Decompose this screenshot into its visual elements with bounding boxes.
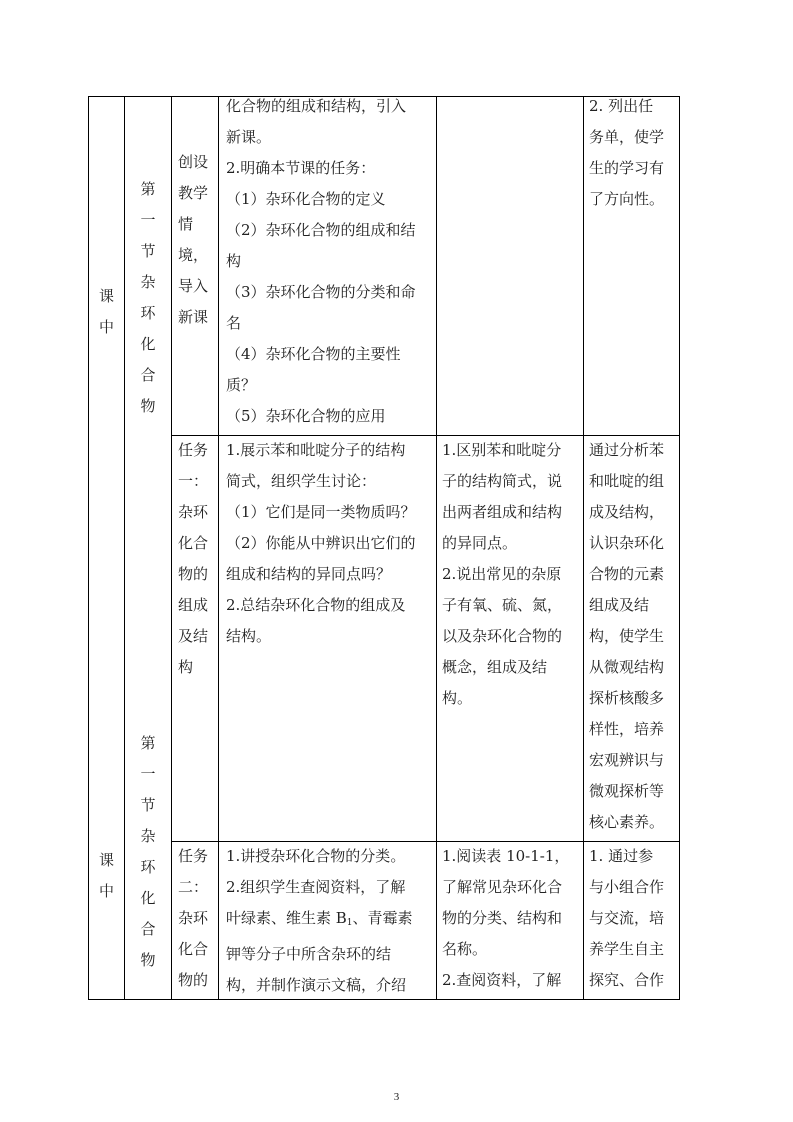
text-line: 组成 xyxy=(178,596,209,614)
subscript: 1 xyxy=(346,918,353,928)
design-intent-cell-1 xyxy=(589,91,679,215)
text-line: 杂环 xyxy=(178,909,209,927)
text-line: 探析核酸多 xyxy=(589,689,665,707)
section-title: 第一节杂环化合物 xyxy=(140,180,156,415)
text-line: 构，并制作演示文稿，介绍 xyxy=(226,976,407,994)
text-line: 构。 xyxy=(442,689,473,707)
page-number: 3 xyxy=(393,1091,400,1103)
text-line: 样性，培养 xyxy=(589,720,665,738)
text-line: 生的学习有 xyxy=(589,159,665,177)
text-line: 出两者组成和结构 xyxy=(442,503,563,521)
text-line: （4）杂环化合物的主要性 xyxy=(226,345,401,363)
text-line: 与交流，培 xyxy=(589,909,665,927)
text-line: 情 xyxy=(178,215,194,233)
stage-cell-1 xyxy=(89,281,124,343)
text-line: 构 xyxy=(178,658,194,676)
text-line: 杂环 xyxy=(178,503,209,521)
text-line: 与小组合作 xyxy=(589,878,665,896)
text-line: 2.总结杂环化合物的组成及 xyxy=(226,596,406,614)
vitamin-tail: 、青霉素 xyxy=(352,909,413,927)
lesson-plan-table xyxy=(88,96,680,1000)
text-line: 子有氧、硫、氮， xyxy=(442,596,563,614)
text-line: 构，使学生 xyxy=(589,627,665,645)
text-line: 二： xyxy=(178,878,209,896)
text-line: 组成和结构的异同点吗？ xyxy=(226,565,392,583)
section-title: 第一节杂环化合物 xyxy=(140,734,156,969)
design-intent-cell-2 xyxy=(589,435,679,838)
design-intent-cell-3 xyxy=(589,841,679,996)
text-line: 任务 xyxy=(178,441,209,459)
text-line: （1）杂环化合物的定义 xyxy=(226,190,386,208)
text-line: 和吡啶的组 xyxy=(589,472,665,490)
text-line: 化合 xyxy=(178,940,209,958)
text-line: 化合 xyxy=(178,534,209,552)
text-line: 务单，使学 xyxy=(589,128,665,146)
text-line: 境， xyxy=(178,246,209,264)
text-line xyxy=(226,903,436,939)
text-line: 1.讲授杂环化合物的分类。 xyxy=(226,847,406,865)
text-line: 任务 xyxy=(178,847,209,865)
text-line: 1.阅读表 10-1-1， xyxy=(442,847,570,865)
text-line: 导入 xyxy=(178,277,209,295)
text-line: 质？ xyxy=(226,376,257,394)
stage-char: 课中 xyxy=(99,287,115,336)
text-line: （1）它们是同一类物质吗？ xyxy=(226,503,416,521)
text-line: 认识杂环化 xyxy=(589,534,665,552)
teacher-activity-cell-2 xyxy=(226,435,436,652)
text-line: （5）杂环化合物的应用 xyxy=(226,407,386,425)
text-line: 化合物的组成和结构，引入 xyxy=(226,97,407,115)
text-line: 创设 xyxy=(178,153,209,171)
text-line: （3）杂环化合物的分类和命 xyxy=(226,283,416,301)
text-line: 了解常见杂环化合 xyxy=(442,878,563,896)
text-line: 物的 xyxy=(178,971,209,989)
text-line: 宏观辨识与 xyxy=(589,751,665,769)
section-cell-3 xyxy=(125,728,171,976)
step-cell-1 xyxy=(178,147,218,333)
text-line: 及结 xyxy=(178,627,209,645)
text-line: 核心素养。 xyxy=(589,813,665,831)
text-line: 2. 列出任 xyxy=(589,97,654,115)
text-line: 的异同点。 xyxy=(442,534,518,552)
text-line: 子的结构简式，说 xyxy=(442,472,563,490)
text-line: 探究、合作 xyxy=(589,971,665,989)
text-line: 新课。 xyxy=(226,128,272,146)
text-line: 成及结构， xyxy=(589,503,665,521)
text-line: 钾等分子中所含杂环的结 xyxy=(226,945,392,963)
text-line: 组成及结 xyxy=(589,596,650,614)
step-cell-3 xyxy=(178,841,218,996)
text-line: 概念，组成及结 xyxy=(442,658,548,676)
section-cell-1 xyxy=(125,174,171,422)
text-line: 养学生自主 xyxy=(589,940,665,958)
text-line: 结构。 xyxy=(226,627,272,645)
text-line: 物的 xyxy=(178,565,209,583)
text-line: 了方向性。 xyxy=(589,190,665,208)
student-activity-cell-3 xyxy=(442,841,582,996)
text-line: 合物的元素 xyxy=(589,565,665,583)
text-line: 简式，组织学生讨论： xyxy=(226,472,377,490)
text-line: 1.展示苯和吡啶分子的结构 xyxy=(226,441,406,459)
text-line: 物的分类、结构和 xyxy=(442,909,563,927)
text-line: （2）杂环化合物的组成和结 xyxy=(226,221,416,239)
text-line: 名称。 xyxy=(442,940,488,958)
vitamin-label: 叶绿素、维生素 B xyxy=(226,909,347,927)
text-line: 2.说出常见的杂原 xyxy=(442,565,562,583)
text-line: 微观探析等 xyxy=(589,782,665,800)
text-line: 名 xyxy=(226,314,242,332)
teacher-activity-cell-1 xyxy=(226,91,436,432)
text-line: 2.组织学生查阅资料，了解 xyxy=(226,878,406,896)
text-line: 通过分析苯 xyxy=(589,441,665,459)
step-cell-2 xyxy=(178,435,218,683)
stage-char: 课中 xyxy=(99,851,115,900)
text-line: 构 xyxy=(226,252,242,270)
text-line: （2）你能从中辨识出它们的 xyxy=(226,534,416,552)
text-line: 教学 xyxy=(178,184,209,202)
text-line: 1. 通过参 xyxy=(589,847,654,865)
text-line: 以及杂环化合物的 xyxy=(442,627,563,645)
text-line: 一： xyxy=(178,472,209,490)
text-line: 2.明确本节课的任务： xyxy=(226,159,376,177)
student-activity-cell-2 xyxy=(442,435,582,714)
text-line: 从微观结构 xyxy=(589,658,665,676)
text-line: 新课 xyxy=(178,308,209,326)
text-line: 1.区别苯和吡啶分 xyxy=(442,441,562,459)
stage-cell-3 xyxy=(89,845,124,907)
teacher-activity-cell-3 xyxy=(226,841,436,1001)
text-line: 2.查阅资料，了解 xyxy=(442,971,562,989)
